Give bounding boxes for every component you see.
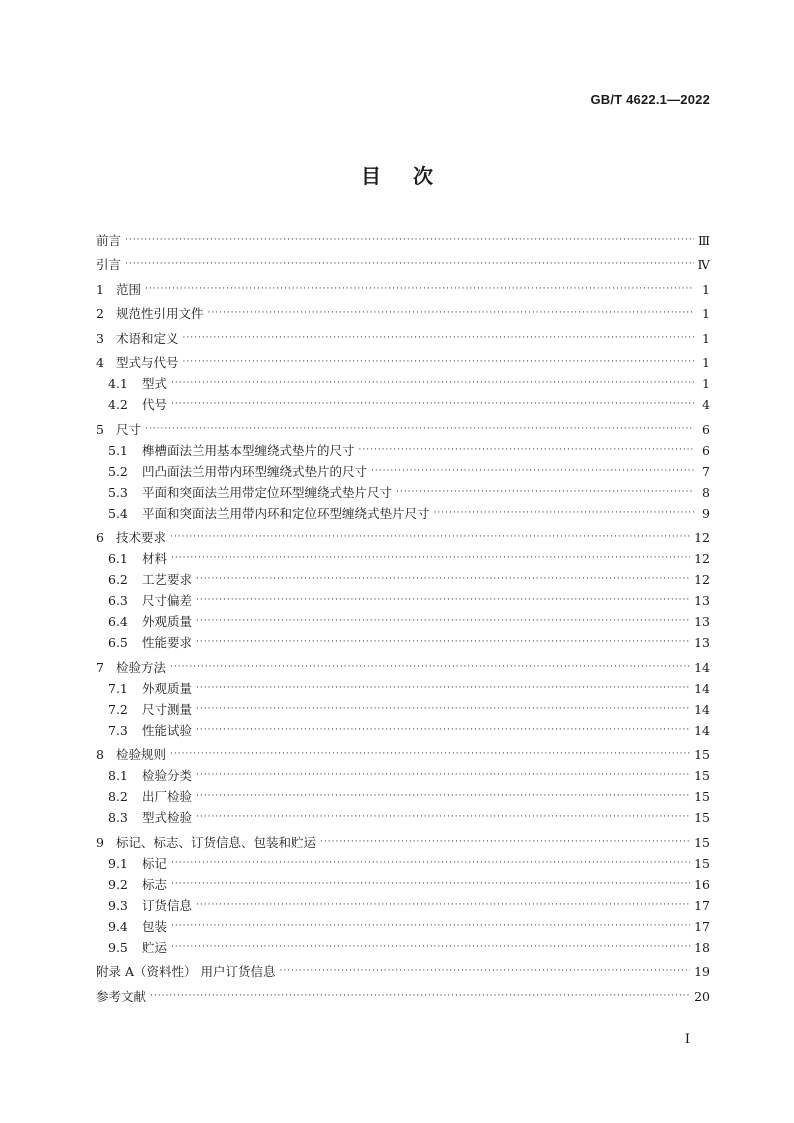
toc-entry[interactable] (96, 765, 710, 786)
toc-entry-label: 榫槽面法兰用基本型缠绕式垫片的尺寸 (142, 442, 355, 458)
toc-entry-label: 检验规则 (116, 747, 167, 762)
toc-entry-number: 4.1 (108, 376, 128, 391)
toc-entry-label: 订货信息 (142, 897, 193, 913)
toc-entry-number: 8.2 (108, 789, 128, 804)
toc-entry-page: 17 (694, 918, 710, 934)
toc-entry-number: 8 (96, 747, 104, 762)
toc-entry-page: 20 (694, 988, 710, 1004)
toc-entry-label: 标记 (142, 855, 168, 871)
toc-entry-label: 贮运 (142, 939, 168, 955)
toc-entry-label: 性能试验 (142, 722, 193, 738)
toc-entry-page: 15 (694, 747, 710, 762)
toc-dot-leader (434, 503, 694, 524)
toc-entry-number: 8.1 (108, 768, 128, 783)
toc-dot-leader (359, 440, 694, 461)
toc-dot-leader (196, 611, 690, 632)
toc-dot-leader (320, 832, 690, 853)
toc-entry-page: 6 (702, 421, 710, 437)
toc-entry-label: 范围 (116, 281, 142, 297)
toc-entry[interactable] (96, 807, 710, 828)
toc-entry[interactable] (96, 230, 710, 251)
toc-entry[interactable] (96, 961, 710, 982)
toc-entry-label: 术语和定义 (116, 330, 179, 346)
toc-entry-number: 9.1 (108, 855, 128, 871)
toc-entry[interactable] (96, 720, 710, 741)
toc-dot-leader (196, 678, 690, 699)
toc-entry[interactable] (96, 916, 710, 937)
toc-entry-number: 4 (96, 355, 104, 370)
toc-dot-leader (150, 986, 690, 1007)
toc-entry[interactable] (96, 874, 710, 895)
toc-entry-label: 型式检验 (142, 810, 193, 825)
toc-entry-label: 工艺要求 (142, 572, 193, 587)
toc-entry-label: 性能要求 (142, 635, 193, 650)
toc-dot-leader (208, 303, 694, 324)
toc-entry-number: 3 (96, 330, 104, 346)
toc-entry-number: 6.1 (108, 551, 128, 566)
toc-dot-leader (170, 657, 690, 678)
toc-dot-leader (196, 590, 690, 611)
toc-entry-number: 7.3 (108, 722, 128, 738)
toc-entry-label: 尺寸偏差 (142, 593, 193, 608)
toc-entry-label: 检验分类 (142, 768, 193, 783)
toc-entry-page: 15 (694, 810, 710, 825)
toc-entry-label: 平面和突面法兰用带内环和定位环型缠绕式垫片尺寸 (142, 505, 430, 521)
toc-entry-page: 4 (702, 397, 710, 412)
toc-entry-label: 检验方法 (116, 659, 167, 675)
toc-entry-page: 14 (694, 722, 710, 738)
toc-dot-leader (170, 527, 690, 548)
toc-dot-leader (371, 461, 694, 482)
toc-entry-label: 标记、标志、订货信息、包装和贮运 (116, 834, 317, 850)
toc-entry-number: 9.2 (108, 876, 128, 892)
toc-dot-leader (125, 254, 693, 275)
toc-entry-number: 6.3 (108, 593, 128, 608)
toc-entry-label: 尺寸测量 (142, 701, 193, 717)
toc-entry-number: 7.1 (108, 680, 128, 696)
toc-entry-label: 外观质量 (142, 614, 193, 629)
toc-entry-page: 6 (702, 442, 710, 458)
toc-dot-leader (279, 961, 690, 982)
toc-entry[interactable] (96, 303, 710, 324)
toc-entry[interactable] (96, 419, 710, 440)
toc-dot-leader (196, 807, 690, 828)
toc-entry-number: 2 (96, 306, 104, 321)
toc-entry[interactable] (96, 853, 710, 874)
toc-entry-page: 1 (702, 330, 710, 346)
toc-entry[interactable] (96, 548, 710, 569)
toc-dot-leader (396, 482, 694, 503)
toc-entry[interactable] (96, 786, 710, 807)
toc-dot-leader (171, 937, 690, 958)
toc-entry[interactable] (96, 279, 710, 300)
toc-entry-page: 13 (694, 614, 710, 629)
toc-entry-page: 12 (694, 530, 710, 545)
toc-dot-leader (196, 895, 690, 916)
toc-entry-label: 规范性引用文件 (116, 306, 204, 321)
toc-entry-page: 9 (702, 505, 710, 521)
toc-entry-label: 外观质量 (142, 680, 193, 696)
toc-entry-number: 9.5 (108, 939, 128, 955)
toc-entry-page: Ⅳ (697, 257, 710, 272)
toc-dot-leader (171, 394, 694, 415)
toc-entry[interactable] (96, 527, 710, 548)
toc-entry-label: 尺寸 (116, 421, 142, 437)
table-of-contents (96, 226, 710, 1007)
toc-entry-number: 4.2 (108, 397, 128, 412)
toc-entry-number: 6 (96, 530, 104, 545)
toc-entry[interactable] (96, 482, 710, 503)
toc-entry[interactable] (96, 503, 710, 524)
toc-dot-leader (183, 328, 694, 349)
toc-entry-page: 15 (694, 834, 710, 850)
toc-entry-label: 标志 (142, 876, 168, 892)
title-char-2: 次 (413, 164, 433, 188)
toc-entry[interactable] (96, 832, 710, 853)
toc-entry-page: 14 (694, 659, 710, 675)
toc-entry-label: 参考文献 (96, 988, 147, 1004)
toc-entry[interactable] (96, 254, 710, 275)
toc-entry[interactable] (96, 895, 710, 916)
toc-dot-leader (145, 419, 694, 440)
toc-entry-page: 8 (702, 484, 710, 500)
toc-entry-page: 1 (702, 281, 710, 297)
toc-entry[interactable] (96, 440, 710, 461)
toc-dot-leader (196, 786, 690, 807)
toc-entry-label: 前言 (96, 232, 122, 248)
toc-entry[interactable] (96, 678, 710, 699)
toc-dot-leader (145, 279, 694, 300)
toc-entry-page: Ⅲ (697, 232, 710, 248)
toc-entry[interactable] (96, 611, 710, 632)
toc-entry-page: 13 (694, 635, 710, 650)
toc-entry-number: 7 (96, 659, 104, 675)
toc-entry-page: 17 (694, 897, 710, 913)
toc-entry-number: 5.4 (108, 505, 128, 521)
toc-entry[interactable] (96, 569, 710, 590)
toc-dot-leader (196, 720, 690, 741)
toc-entry-label: 凹凸面法兰用带内环型缠绕式垫片的尺寸 (142, 463, 368, 479)
toc-entry-number: 9 (96, 834, 104, 850)
toc-entry-page: 7 (702, 463, 710, 479)
toc-entry-page: 15 (694, 855, 710, 871)
toc-dot-leader (171, 874, 690, 895)
toc-dot-leader (196, 765, 690, 786)
toc-entry-page: 15 (694, 789, 710, 804)
toc-entry-number: 5.2 (108, 463, 128, 479)
toc-entry[interactable] (96, 657, 710, 678)
toc-entry-label: 包装 (142, 918, 168, 934)
title-char-1: 目 (361, 164, 381, 188)
toc-entry-number: 6.2 (108, 572, 128, 587)
toc-entry-page: 14 (694, 701, 710, 717)
toc-entry[interactable] (96, 590, 710, 611)
toc-entry-page: 14 (694, 680, 710, 696)
toc-entry-number: 5.3 (108, 484, 128, 500)
toc-dot-leader (171, 853, 690, 874)
toc-entry[interactable] (96, 394, 710, 415)
page-folio: Ⅰ (684, 1032, 690, 1047)
toc-entry-number: 9.4 (108, 918, 128, 934)
toc-entry-label: 出厂检验 (142, 789, 193, 804)
toc-entry-number: 5.1 (108, 442, 128, 458)
toc-entry[interactable] (96, 986, 710, 1007)
toc-entry-number: 6.5 (108, 635, 128, 650)
toc-entry-number: 1 (96, 281, 104, 297)
toc-entry-page: 16 (694, 876, 710, 892)
toc-entry-number: 6.4 (108, 614, 128, 629)
toc-entry-page: 12 (694, 572, 710, 587)
toc-entry[interactable] (96, 352, 710, 373)
toc-dot-leader (170, 744, 690, 765)
toc-entry-page: 12 (694, 551, 710, 566)
toc-entry-number: 5 (96, 421, 104, 437)
toc-entry-page: 15 (694, 768, 710, 783)
toc-entry-page: 18 (694, 939, 710, 955)
toc-entry-label: 型式与代号 (116, 355, 179, 370)
toc-entry[interactable] (96, 632, 710, 653)
toc-dot-leader (183, 352, 694, 373)
toc-dot-leader (196, 632, 690, 653)
toc-entry[interactable] (96, 461, 710, 482)
toc-entry-label: 技术要求 (116, 530, 167, 545)
toc-dot-leader (125, 230, 694, 251)
toc-dot-leader (196, 569, 690, 590)
toc-entry[interactable] (96, 328, 710, 349)
toc-entry-number: 9.3 (108, 897, 128, 913)
toc-entry[interactable] (96, 937, 710, 958)
toc-entry-number: 7.2 (108, 701, 128, 717)
toc-entry-number: 8.3 (108, 810, 128, 825)
toc-entry-page: 1 (702, 376, 710, 391)
toc-dot-leader (171, 548, 690, 569)
toc-entry-label: 代号 (142, 397, 168, 412)
toc-dot-leader (171, 916, 690, 937)
toc-dot-leader (196, 699, 690, 720)
toc-entry-label: 引言 (96, 257, 122, 272)
page-title (0, 160, 794, 189)
toc-entry-page: 1 (702, 306, 710, 321)
toc-entry-page: 13 (694, 593, 710, 608)
toc-entry[interactable] (96, 373, 710, 394)
toc-entry-label: 平面和突面法兰用带定位环型缠绕式垫片尺寸 (142, 484, 393, 500)
toc-entry-label: 材料 (142, 551, 168, 566)
standard-code: GB/T 4622.1—2022 (590, 92, 710, 107)
toc-entry-page: 19 (694, 964, 710, 979)
toc-entry-label: 型式 (142, 376, 168, 391)
toc-entry-page: 1 (702, 355, 710, 370)
toc-entry[interactable] (96, 699, 710, 720)
toc-entry-label: 附录 A（资料性） 用户订货信息 (96, 964, 276, 979)
toc-entry[interactable] (96, 744, 710, 765)
toc-dot-leader (171, 373, 694, 394)
